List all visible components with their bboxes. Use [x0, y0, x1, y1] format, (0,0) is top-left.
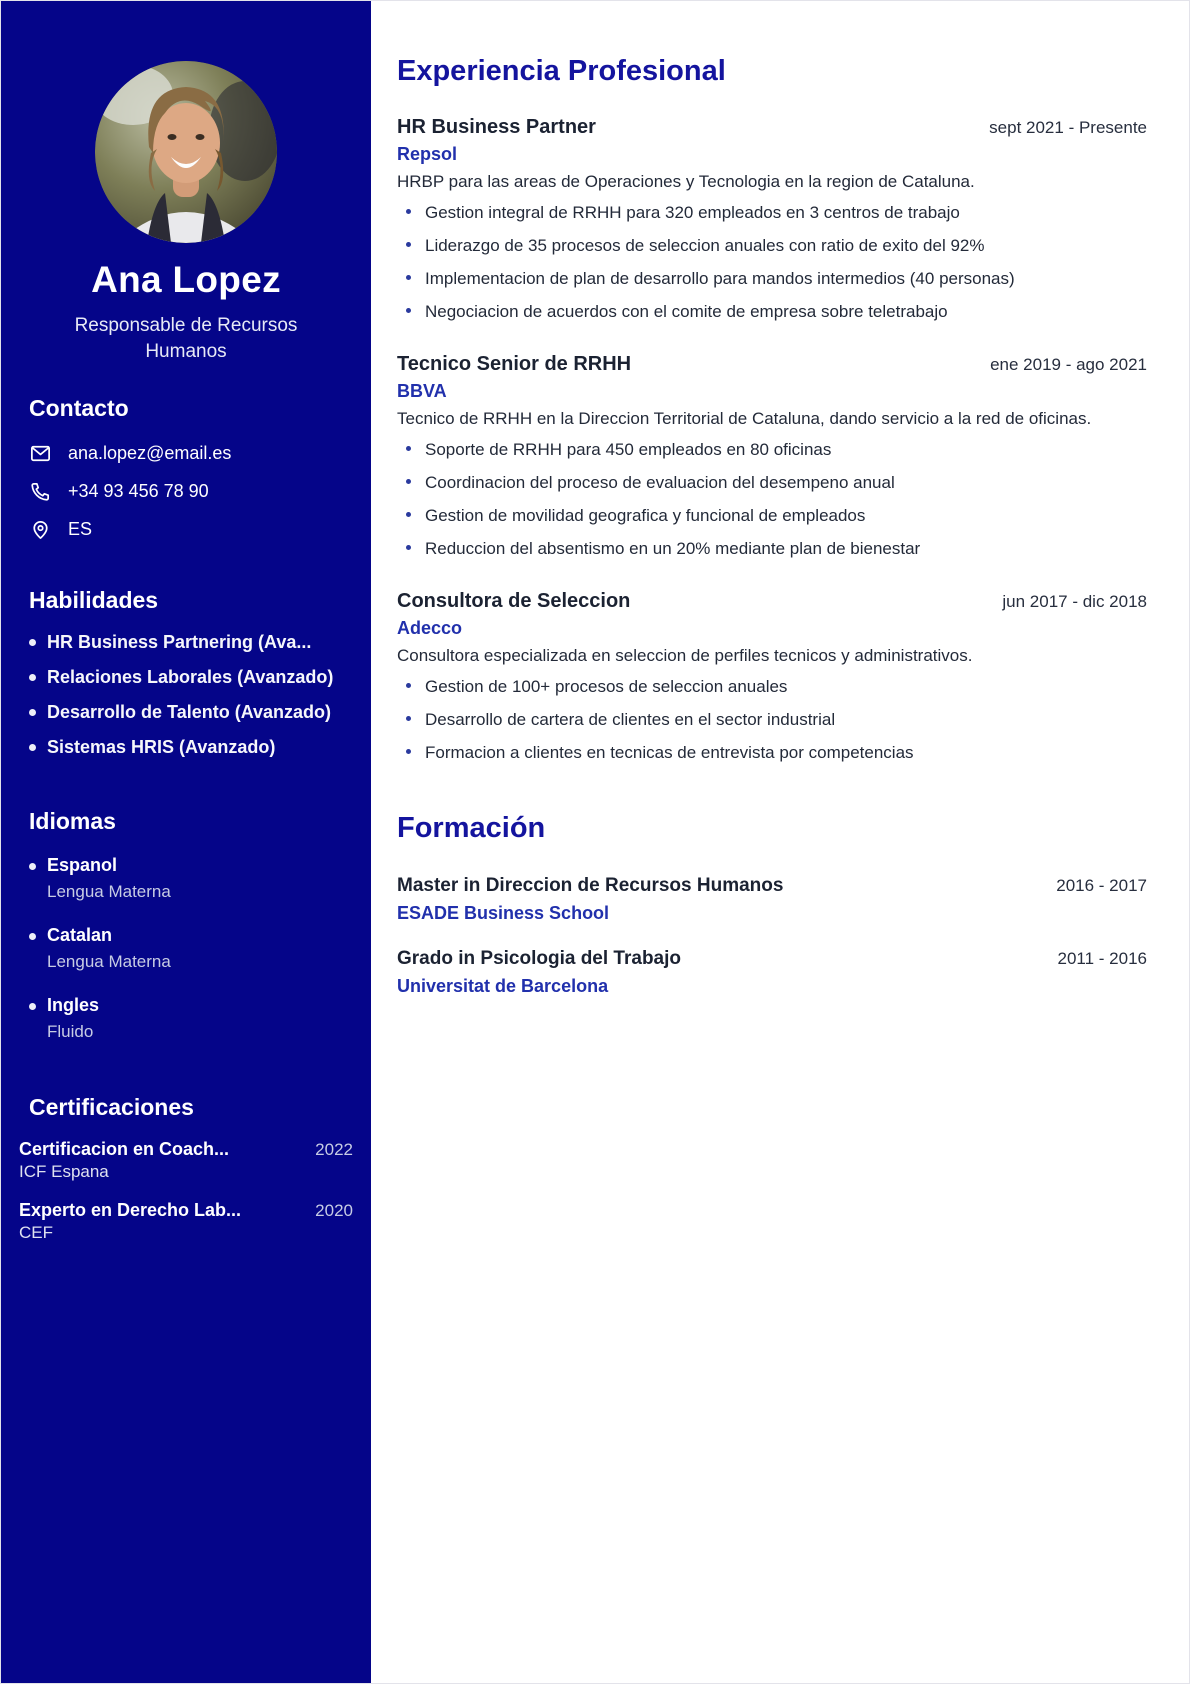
- education-school: Universitat de Barcelona: [397, 976, 609, 996]
- candidate-name: Ana Lopez: [91, 259, 281, 300]
- certification-name: Certificacion en Coach...: [19, 1139, 230, 1159]
- certification-item: [19, 1200, 353, 1243]
- skill-item: Sistemas HRIS (Avanzado): [29, 737, 353, 758]
- contact-phone: +34 93 456 78 90: [68, 481, 209, 501]
- experience-heading: Experiencia Profesional: [397, 55, 726, 87]
- certification-org: ICF Espana: [19, 1162, 109, 1181]
- language-item: [29, 995, 353, 1042]
- skills-list: [29, 632, 353, 758]
- job-bullet: Gestion integral de RRHH para 320 empleados en 3 centros de trabajo: [397, 200, 1147, 226]
- education-entry: [397, 948, 1147, 997]
- job-bullets: [397, 200, 1147, 325]
- job-bullets: [397, 674, 1147, 766]
- language-name: Ingles: [47, 995, 100, 1015]
- contact-heading: Contacto: [29, 395, 129, 421]
- job-bullet: Formacion a clientes en tecnicas de entrevista por competencias: [397, 740, 1147, 766]
- contact-email-row: [29, 442, 353, 465]
- job-summary: Tecnico de RRHH en la Direccion Territorial de Cataluna, dando servicio a la red de oficinas.: [397, 409, 1092, 428]
- certification-item: [19, 1139, 353, 1182]
- skills-heading: Habilidades: [29, 587, 159, 613]
- job-dates: ene 2019 - ago 2021: [990, 355, 1147, 374]
- certification-year: 2022: [315, 1140, 353, 1159]
- job-summary: Consultora especializada en seleccion de perfiles tecnicos y administrativos.: [397, 646, 973, 665]
- education-heading: Formación: [397, 812, 546, 844]
- certification-org: CEF: [19, 1223, 53, 1242]
- avatar-photo-placeholder: [95, 61, 277, 243]
- education-degree: Master in Direccion de Recursos Humanos: [397, 875, 784, 896]
- phone-icon: [29, 480, 52, 503]
- job-company: Repsol: [397, 144, 458, 164]
- job-bullet: Desarrollo de cartera de clientes en el sector industrial: [397, 707, 1147, 733]
- language-name: Espanol: [47, 855, 118, 875]
- languages-heading: Idiomas: [29, 808, 116, 834]
- language-item: [29, 855, 353, 902]
- languages-list: [29, 855, 353, 1042]
- job-summary: HRBP para las areas de Operaciones y Tecnologia en la region de Cataluna.: [397, 172, 975, 191]
- job-bullet: Implementacion de plan de desarrollo para mandos intermedios (40 personas): [397, 266, 1147, 292]
- job-entry: [397, 353, 1147, 562]
- job-title: Consultora de Seleccion: [397, 590, 631, 612]
- language-level: Fluido: [47, 1022, 94, 1041]
- location-icon: [29, 518, 52, 541]
- language-level: Lengua Materna: [47, 952, 171, 971]
- job-title: HR Business Partner: [397, 116, 596, 138]
- education-dates: 2016 - 2017: [1056, 876, 1147, 895]
- job-title: Tecnico Senior de RRHH: [397, 353, 632, 375]
- job-company: Adecco: [397, 618, 463, 638]
- contact-location: ES: [68, 519, 93, 539]
- job-entry: [397, 590, 1147, 766]
- job-bullet: Liderazgo de 35 procesos de seleccion anuales con ratio de exito del 92%: [397, 233, 1147, 259]
- language-level: Lengua Materna: [47, 882, 171, 901]
- job-bullet: Reduccion del absentismo en un 20% mediante plan de bienestar: [397, 536, 1147, 562]
- certifications-list: [19, 1139, 353, 1243]
- certifications-heading: Certificaciones: [29, 1094, 194, 1120]
- certification-year: 2020: [315, 1201, 353, 1220]
- job-bullets: [397, 437, 1147, 562]
- sidebar: [1, 1, 371, 1683]
- contact-list: [29, 442, 353, 541]
- job-dates: sept 2021 - Presente: [989, 118, 1147, 137]
- education-dates: 2011 - 2016: [1057, 949, 1147, 968]
- skill-item: Relaciones Laborales (Avanzado): [29, 667, 353, 688]
- candidate-role: Responsable de Recursos Humanos: [74, 315, 298, 362]
- avatar: [95, 61, 277, 243]
- job-bullet: Negociacion de acuerdos con el comite de empresa sobre teletrabajo: [397, 299, 1147, 325]
- language-name: Catalan: [47, 925, 113, 945]
- skill-item: Desarrollo de Talento (Avanzado): [29, 702, 353, 723]
- job-bullet: Coordinacion del proceso de evaluacion del desempeno anual: [397, 470, 1147, 496]
- education-degree: Grado in Psicologia del Trabajo: [397, 948, 682, 969]
- contact-phone-row: [29, 480, 353, 503]
- skill-item: HR Business Partnering (Ava...: [29, 632, 353, 653]
- job-bullet: Gestion de movilidad geografica y funcional de empleados: [397, 503, 1147, 529]
- main-content: [371, 1, 1189, 1683]
- certification-name: Experto en Derecho Lab...: [19, 1200, 242, 1220]
- job-company: BBVA: [397, 381, 447, 401]
- email-icon: [29, 442, 52, 465]
- education-entry: [397, 875, 1147, 924]
- job-bullet: Soporte de RRHH para 450 empleados en 80 oficinas: [397, 437, 1147, 463]
- language-item: [29, 925, 353, 972]
- job-dates: jun 2017 - dic 2018: [1002, 592, 1147, 611]
- job-entry: [397, 116, 1147, 325]
- contact-location-row: [29, 518, 353, 541]
- job-bullet: Gestion de 100+ procesos de seleccion anuales: [397, 674, 1147, 700]
- education-school: ESADE Business School: [397, 903, 610, 923]
- contact-email: ana.lopez@email.es: [68, 443, 232, 463]
